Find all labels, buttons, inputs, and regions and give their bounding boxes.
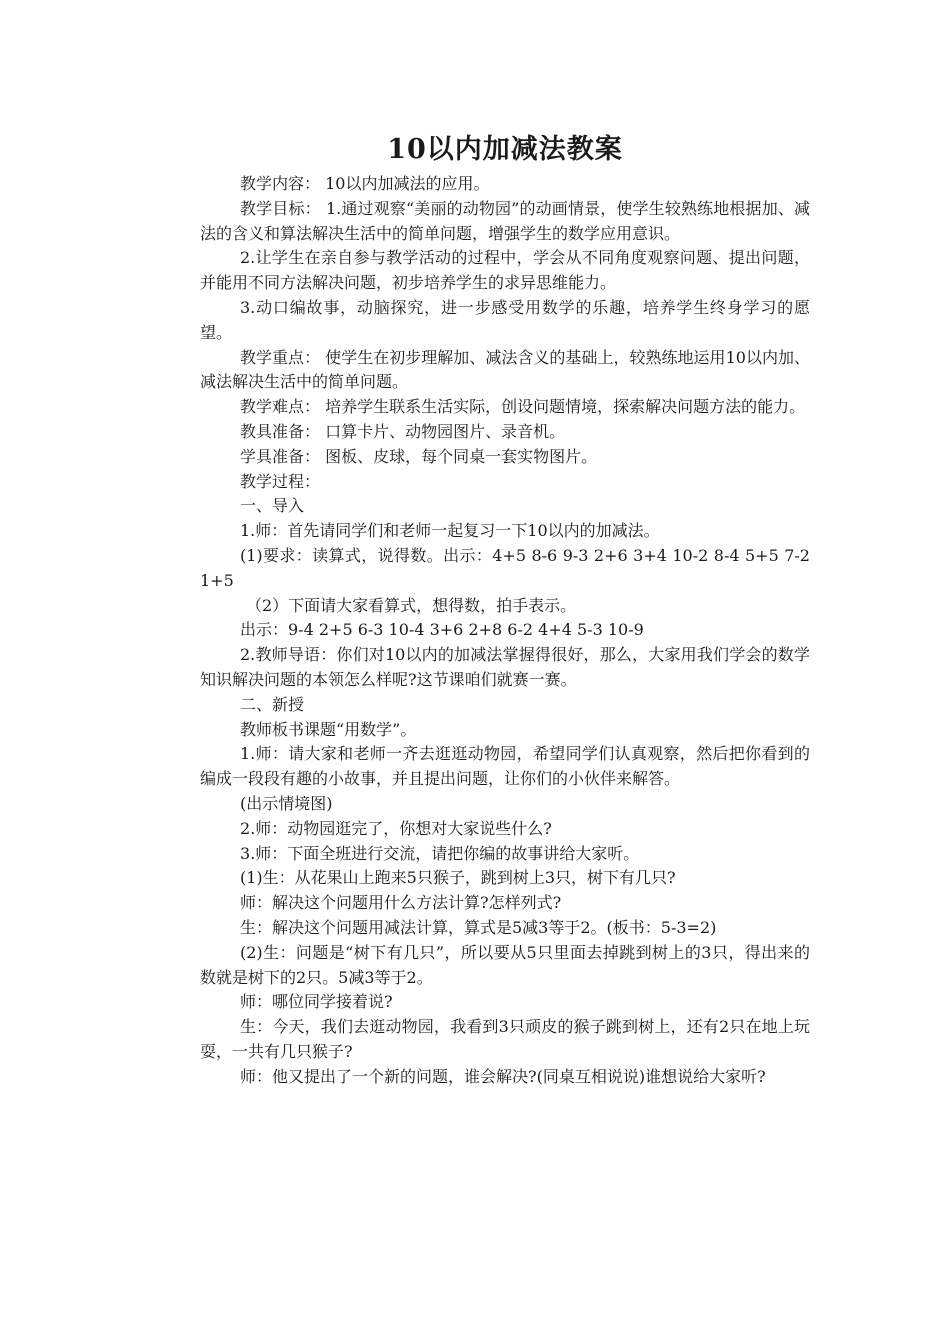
paragraph: 教学目标： 1.通过观察“美丽的动物园”的动画情景，使学生较熟练地根据加、减法的含义和算法解决生活中的简单问题，增强学生的数学应用意识。 <box>200 198 810 243</box>
paragraph: 教师板书课题“用数学”。 <box>240 719 417 739</box>
section-heading: 二、新授 <box>240 694 305 714</box>
paragraph: 教具准备： 口算卡片、动物园图片、录音机。 <box>240 421 566 441</box>
paragraph: (2)生：问题是“树下有几只”，所以要从5只里面去掉跳到树上的3只，得出来的数就是树下的2只。5减3等于2。 <box>200 942 810 987</box>
paragraph: 学具准备： 图板、皮球，每个同桌一套实物图片。 <box>240 446 598 466</box>
paragraph: (1)生：从花果山上跑来5只猴子，跳到树上3只，树下有几只? <box>240 868 676 888</box>
paragraph: 生：解决这个问题用减法计算，算式是5减3等于2。(板书：5-3=2) <box>240 917 717 937</box>
paragraph: 2.教师导语：你们对10以内的加减法掌握得很好，那么，大家用我们学会的数学知识解决问题的本领怎么样呢?这节课咱们就赛一赛。 <box>200 645 810 689</box>
paragraph: （2）下面请大家看算式，想得数，拍手表示。 <box>246 595 577 615</box>
paragraph: 师：解决这个问题用什么方法计算?怎样列式? <box>240 893 562 913</box>
paragraph: 教学内容： 10以内加减法的应用。 <box>240 174 490 193</box>
document-body <box>200 172 810 1089</box>
paragraph: 生：今天，我们去逛动物园，我看到3只顽皮的猴子跳到树上，还有2只在地上玩耍，一共有几只猴子? <box>200 1017 810 1061</box>
section-heading: 一、导入 <box>240 496 305 516</box>
paragraph: 师：他又提出了一个新的问题，谁会解决?(同桌互相说说)谁想说给大家听? <box>240 1066 766 1086</box>
paragraph: 3.师：下面全班进行交流，请把你编的故事讲给大家听。 <box>240 843 640 863</box>
paragraph: 2.让学生在亲自参与教学活动的过程中，学会从不同角度观察问题、提出问题，并能用不同方法解决问题，初步培养学生的求异思维能力。 <box>200 248 810 293</box>
paragraph: 教学重点： 使学生在初步理解加、减法含义的基础上，较熟练地运用10以内加、减法解决生活中的简单问题。 <box>200 347 810 392</box>
paragraph: (1)要求：读算式，说得数。出示：4+5 8-6 9-3 2+6 3+4 10-2 8-4 5+5 7-2 1+5 <box>200 545 810 590</box>
document-page <box>200 128 810 1089</box>
paragraph: 师：哪位同学接着说? <box>240 992 393 1012</box>
paragraph: 1.师：请大家和老师一齐去逛逛动物园，希望同学们认真观察，然后把你看到的编成一段段有趣的小故事，并且提出问题，让你们的小伙伴来解答。 <box>200 744 810 789</box>
paragraph: 教学过程： <box>240 471 321 491</box>
paragraph: 教学难点： 培养学生联系生活实际，创设问题情境，探索解决问题方法的能力。 <box>240 397 806 417</box>
paragraph: 出示：9-4 2+5 6-3 10-4 3+6 2+8 6-2 4+4 5-3 10-9 <box>240 620 644 640</box>
paragraph: (出示情境图) <box>240 793 333 813</box>
paragraph: 3.动口编故事，动脑探究，进一步感受用数学的乐趣，培养学生终身学习的愿望。 <box>200 297 810 342</box>
paragraph: 2.师：动物园逛完了，你想对大家说些什么? <box>240 818 552 838</box>
document-title: 10以内加减法教案 <box>387 134 623 165</box>
paragraph: 1.师：首先请同学们和老师一起复习一下10以内的加减法。 <box>240 521 660 541</box>
